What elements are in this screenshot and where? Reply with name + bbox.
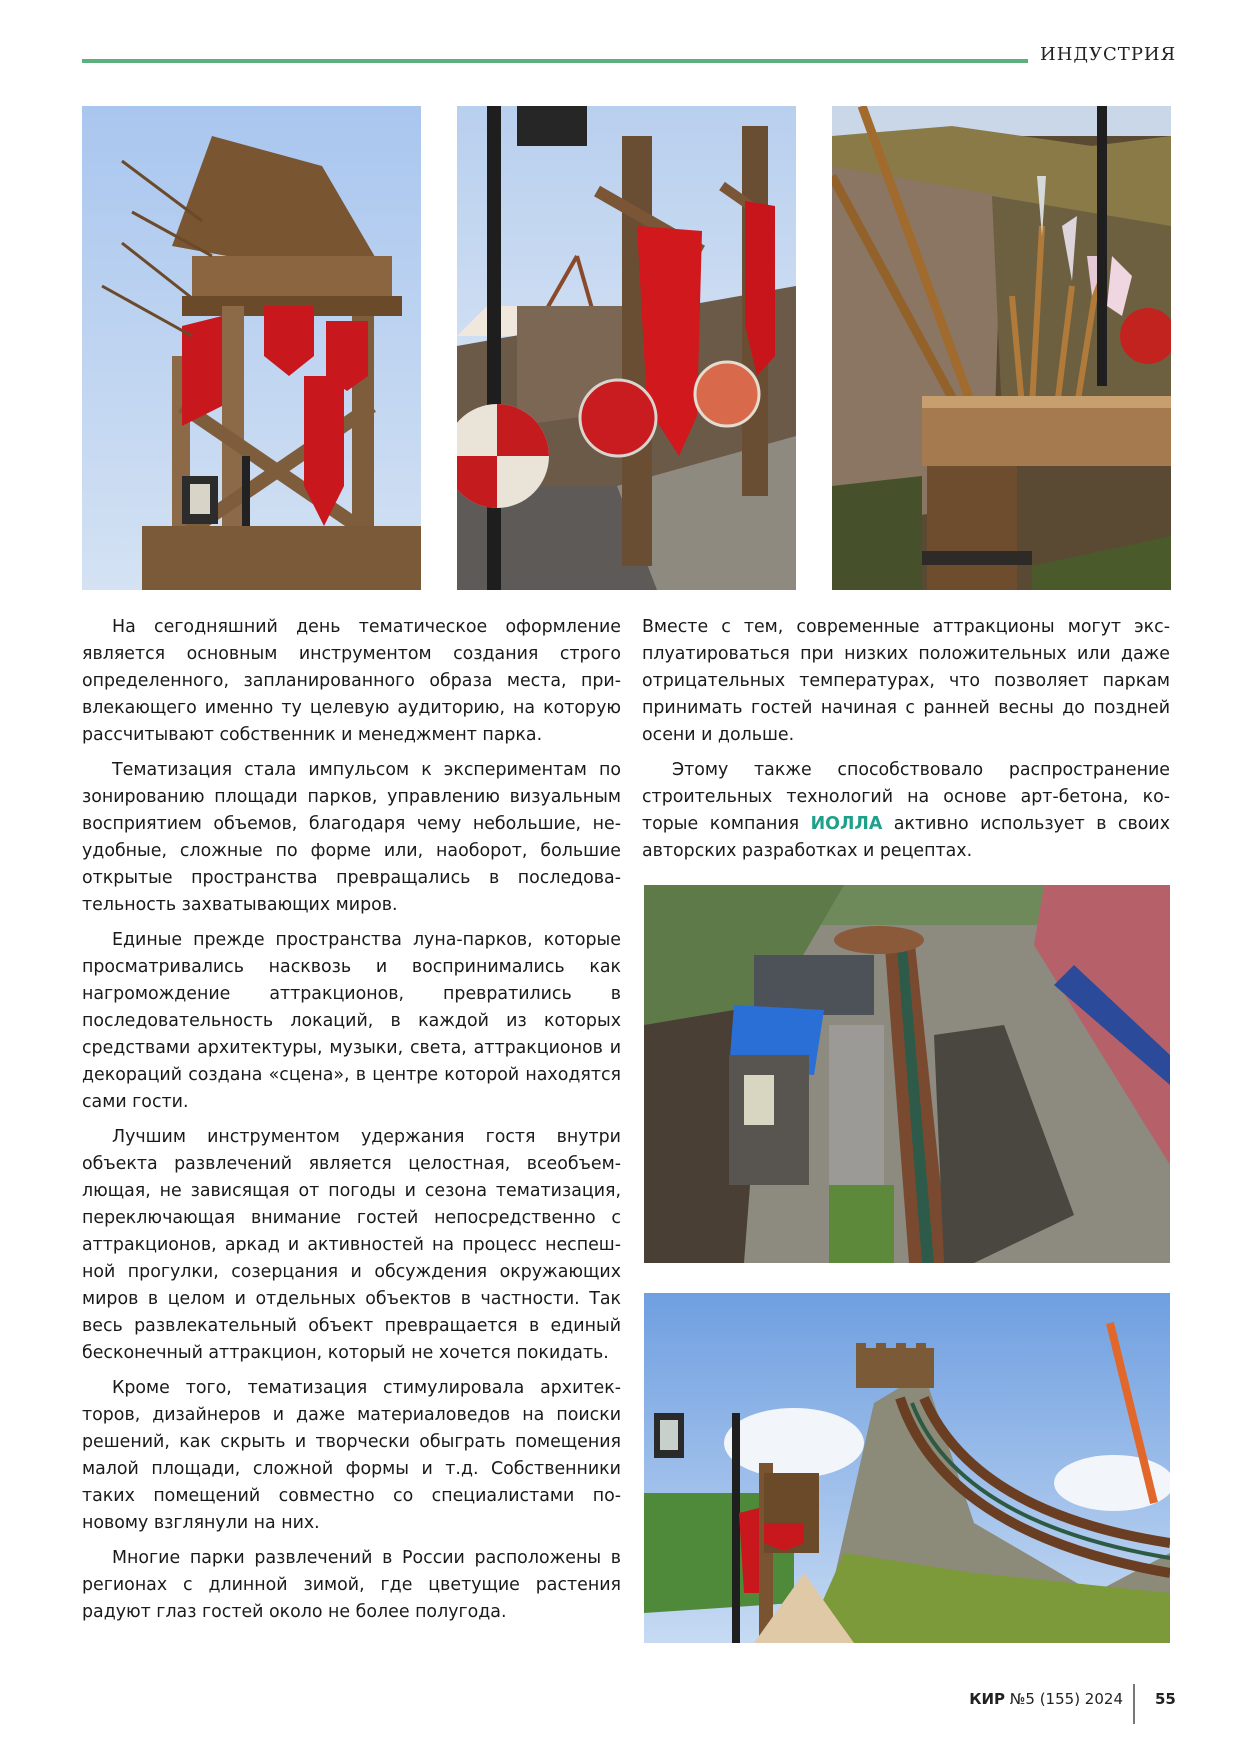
paragraph: Тематизация стала импульсом к экспериментам по зонированию площади парков, управлению визуальным восприятием объемов, благодаря чему небольшие, неудобные, сложные по форме или, наоборот, большие открытые пространства превращались в последовательность захватывающих миров. [82, 760, 621, 915]
paragraph: Единые прежде пространства луна-парков, которые просматривались насквозь и воспринимались как нагромождение аттракционов, превратились в последовательность локаций, в каждой из которых средствами архитектуры, музыки, света, аттракционов и декораций создана «сцена», в центре которой находятся сами гости. [82, 930, 621, 1112]
watchtower-photo [82, 106, 421, 590]
issue-number: №5 (155) 2024 [1009, 1690, 1123, 1708]
brand-name: ИОЛЛА [810, 814, 883, 834]
text-span: активно использует в своих авторских разработках и рецептах. [642, 814, 1170, 861]
paragraph [642, 757, 1170, 865]
weapon-rack-photo [832, 106, 1171, 590]
paragraph: Кроме того, тематизация стимулировала архитекторов, дизайнеров и даже материаловедов на поиски решений, как скрыть и творчески обыграть помещения малой площади, сложной формы и т.д. Собственники таких помещений совместно со специалистами по-новому взглянули на них. [82, 1378, 621, 1533]
paragraph: Вместе с тем, современные аттракционы могут эксплуатироваться при низких положительных или даже отрицательных температурах, что позволяет паркам принимать гостей начиная с ранней весны до поздней осени и дольше. [642, 617, 1170, 745]
magazine-issue [969, 1690, 1123, 1708]
construction-photo [644, 885, 1170, 1263]
right-text-column [642, 614, 1170, 873]
page-number: 55 [1155, 1690, 1176, 1708]
header-rule [82, 59, 1028, 63]
banners-shields-photo [457, 106, 796, 590]
paragraph: Многие парки развлечений в России расположены в регионах с длинной зимой, где цветущие растения радуют глаз гостей около не более полугода. [82, 1548, 621, 1622]
left-text-column [82, 614, 621, 1634]
magazine-name: КИР [969, 1690, 1006, 1708]
page-footer [0, 1690, 1241, 1730]
castle-ride-photo [644, 1293, 1170, 1643]
paragraph: На сегодняшний день тематическое оформление является основным инструментом создания строго определенного, запланированного образа места, привлекающего именно ту целевую аудиторию, на которую рассчитывают собственник и менеджмент парка. [82, 617, 621, 745]
section-title: ИНДУСТРИЯ [1040, 44, 1177, 65]
footer-divider [1133, 1684, 1135, 1724]
text-span: Этому также способствовало распространение строительных технологий на основе арт-бетона, которые компания [642, 760, 1170, 834]
paragraph: Лучшим инструментом удержания гостя внутри объекта развлечений является целостная, всеобъемлющая, не зависящая от погоды и сезона тематизация, переключающая внимание гостей непосредственно с аттракционов, аркад и активностей на процесс неспешной прогулки, созерцания и обсуждения окружающих миров в целом и отдельных объектов в частности. Так весь развлекательный объект превращается в единый бесконечный аттракцион, который не хочется покидать. [82, 1127, 621, 1363]
